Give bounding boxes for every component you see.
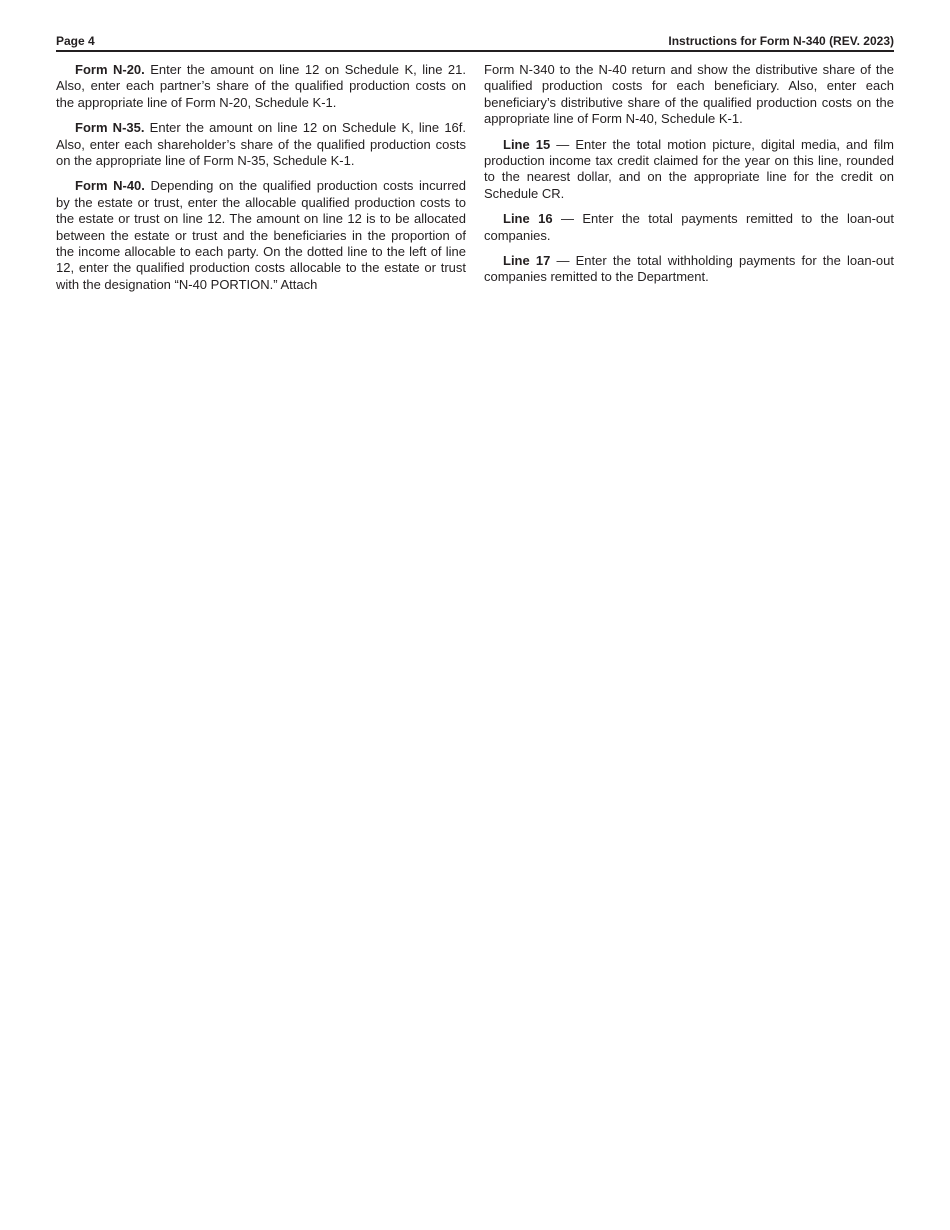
form-n20-paragraph xyxy=(56,62,466,111)
page-header xyxy=(56,34,894,52)
form-n35-text: Enter the amount on line 12 on Schedule K, line 16f. Also, enter each shareholder’s share of the qualified production costs on the appropriate line of Form N-35, Schedule K-1. xyxy=(56,120,467,169)
form-n35-heading: Form N-35. xyxy=(75,120,145,136)
document-page xyxy=(56,34,894,302)
form-n20-text: Enter the amount on line 12 on Schedule K, line 21. Also, enter each partner’s share of the qualified production costs on the appropriate line of Form N-20, Schedule K-1. xyxy=(56,62,466,110)
form-n40-continuation: Form N-340 to the N-40 return and show the distributive share of the qualified production costs for each beneficiary. Also, enter each beneficiary’s distributive share of the qualified production costs on the appropriate line of Form N-40, Schedule K-1. xyxy=(484,62,894,127)
line-17-heading: Line 17 xyxy=(503,253,551,269)
line-16-paragraph xyxy=(484,211,894,244)
form-title: Instructions for Form N-340 (REV. 2023) xyxy=(668,34,894,48)
page-number: Page 4 xyxy=(56,34,95,48)
form-n35-paragraph xyxy=(56,120,466,169)
right-column xyxy=(484,62,894,302)
text-columns xyxy=(56,62,894,302)
line-15-heading: Line 15 xyxy=(503,136,551,152)
line-16-text: — Enter the total payments remitted to the loan-out companies. xyxy=(484,211,895,243)
form-n40-heading: Form N-40. xyxy=(75,178,145,194)
line-16-heading: Line 16 xyxy=(503,211,553,227)
form-n20-heading: Form N-20. xyxy=(75,62,145,77)
form-n40-paragraph xyxy=(56,178,466,293)
form-n40-text: Depending on the qualified production costs incurred by the estate or trust, enter the allocable qualified production costs to the estate or trust on line 12. The amount on line 12 is to be allocated between the estate or trust and the beneficiaries in the proportion of the income allocable to each party. On the dotted line to the left of line 12, enter the qualified production costs allocable to the estate or trust with the designation “N-40 PORTION.” Attach xyxy=(56,178,466,292)
line-17-paragraph xyxy=(484,253,894,286)
line-15-paragraph xyxy=(484,137,894,203)
line-15-text: — Enter the total motion picture, digital media, and film production income tax credit claimed for the year on this line, rounded to the nearest dollar, and on the appropriate line for the credit on Schedule CR. xyxy=(484,136,894,201)
line-17-text: — Enter the total withholding payments for the loan-out companies remitted to the Department. xyxy=(484,253,895,285)
left-column xyxy=(56,62,466,302)
